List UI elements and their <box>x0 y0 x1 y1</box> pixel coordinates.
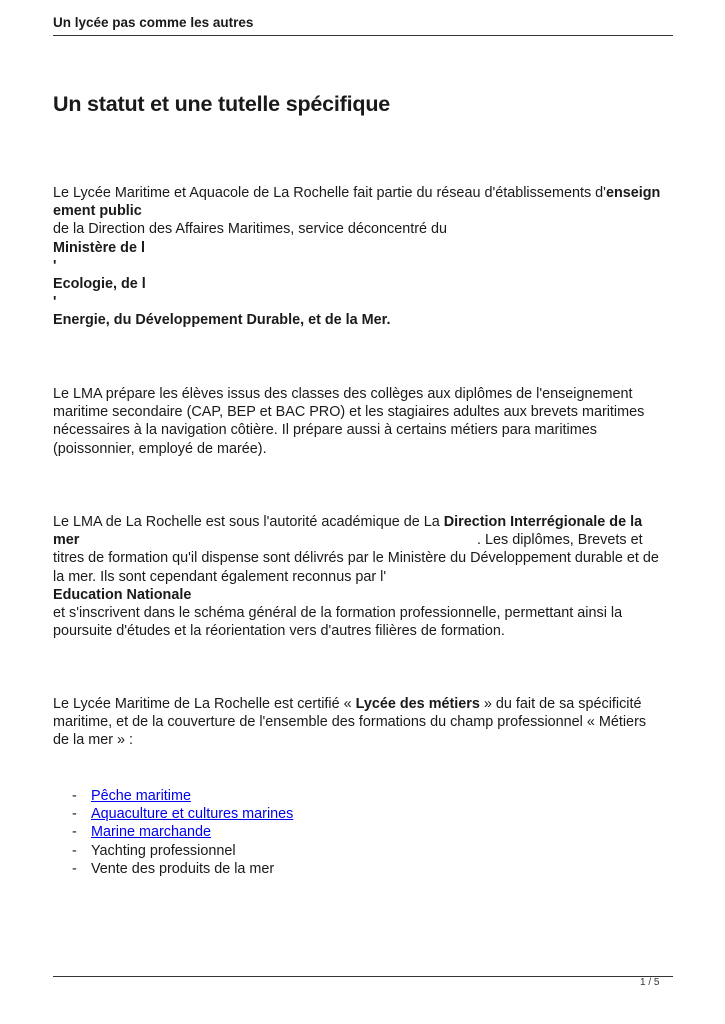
bold-text: Direction Interrégionale de la <box>443 514 643 530</box>
link-aquaculture[interactable]: Aquaculture et cultures marines <box>91 806 294 823</box>
paragraph-line: titres de formation qu'il dispense sont délivrés par le Ministère du Développement durable et de <box>53 550 659 567</box>
list-dash: - <box>72 788 77 804</box>
list-dash: - <box>72 860 77 877</box>
list-item <box>72 787 293 805</box>
bold-text: enseign <box>605 185 661 201</box>
document-header-title: Un lycée pas comme les autres <box>53 15 254 30</box>
paragraph-line: poursuite d'études et la réorientation vers d'autres filières de formation. <box>53 623 505 640</box>
list-dash: - <box>72 806 77 823</box>
list-item <box>72 805 293 823</box>
bold-text: mer <box>53 532 80 549</box>
list-dash: - <box>72 842 77 859</box>
paragraph-text: Le LMA de La Rochelle est sous l'autorité académique de La <box>53 514 444 530</box>
paragraph-formations <box>53 385 673 458</box>
bold-text: Energie, du Développement Durable, et de la Mer. <box>53 312 391 329</box>
list-item <box>72 860 293 878</box>
bold-text: Lycée des métiers <box>355 696 480 712</box>
paragraph-text: . Les diplômes, Brevets et <box>477 532 643 549</box>
page-number: 1 / 5 <box>640 977 660 988</box>
paragraph-line: maritime, et de la couverture de l'ensemble des formations du champ professionnel « Métiers <box>53 714 647 731</box>
paragraph-line: la mer. Ils sont cependant également reconnus par l' <box>53 568 387 585</box>
list-item <box>72 842 293 860</box>
list-item-label: Yachting professionnel <box>91 842 236 859</box>
paragraph-line: Le LMA prépare les élèves issus des classes des collèges aux diplômes de l'enseignement <box>53 386 633 402</box>
paragraph-line: (poissonnier, employé de marée). <box>53 440 267 457</box>
paragraph-line: nécessaires à la navigation côtière. Il prépare aussi à certains métiers para maritimes <box>53 422 597 439</box>
paragraph-text: Le Lycée Maritime et Aquacole de La Rochelle fait partie du réseau d'établissements d' <box>53 185 606 201</box>
paragraph-line: de la mer » : <box>53 732 133 749</box>
paragraph-line: maritime secondaire (CAP, BEP et BAC PRO) et les stagiaires adultes aux brevets maritimes <box>53 404 645 421</box>
paragraph-autorite <box>53 513 673 640</box>
apostrophe: ' <box>53 257 57 274</box>
list-item-label: Vente des produits de la mer <box>91 860 275 877</box>
apostrophe: ' <box>53 294 57 311</box>
bold-text: Education Nationale <box>53 586 192 603</box>
bold-text: Ecologie, de l <box>53 276 146 293</box>
bold-text: Ministère de l <box>53 239 145 256</box>
bold-text: ement public <box>53 203 142 220</box>
footer-rule <box>53 976 673 977</box>
paragraph-text: Le Lycée Maritime de La Rochelle est certifié « <box>53 696 356 712</box>
list-item <box>72 823 293 841</box>
paragraph-certification <box>53 695 673 750</box>
paragraph-text: de la Direction des Affaires Maritimes, service déconcentré du <box>53 221 448 238</box>
paragraph-line: et s'inscrivent dans le schéma général de la formation professionnelle, permettant ainsi la <box>53 605 623 622</box>
page-title: Un statut et une tutelle spécifique <box>53 92 391 116</box>
metiers-list <box>72 787 293 878</box>
list-dash: - <box>72 824 77 841</box>
header-rule <box>53 35 673 36</box>
link-marine-marchande[interactable]: Marine marchande <box>91 824 211 841</box>
link-peche-maritime[interactable]: Pêche maritime <box>91 788 191 804</box>
paragraph-statut <box>53 184 673 330</box>
paragraph-text: » du fait de sa spécificité <box>479 696 642 712</box>
